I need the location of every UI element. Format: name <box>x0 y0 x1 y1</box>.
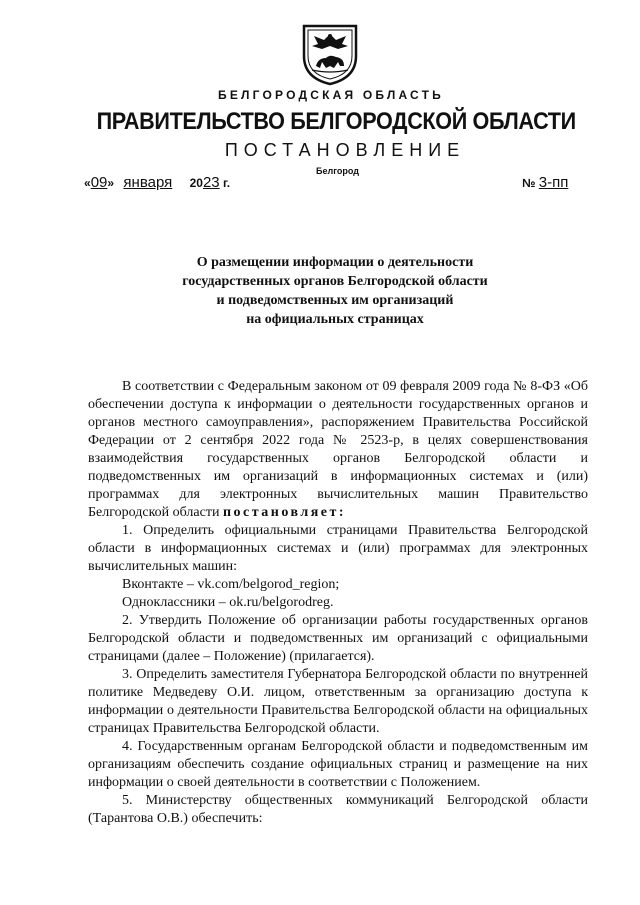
document-date: «09» января 2023 г. <box>84 174 231 191</box>
coat-of-arms-emblem <box>300 22 360 86</box>
document-title: О размещении информации о деятельности государственных органов Белгородской области и подведомственных им организаций на официальных страницах <box>182 255 488 327</box>
document-body <box>88 378 588 828</box>
ok-link-text: Одноклассники – ok.ru/belgorodreg. <box>122 595 334 610</box>
vk-link-text: Вконтакте – vk.com/belgorod_region; <box>122 577 340 592</box>
city-name: Белгород <box>316 166 359 176</box>
document-type: ПОСТАНОВЛЕНИЕ <box>224 140 466 160</box>
paragraph-3: 3. Определить заместителя Губернатора Белгородской области по внутренней политике Медведеву О.И. лицом, ответственным за организацию доступа к информации о деятельности Правительства Белгородской области на официальных страницах Правительства Белгородской области. <box>88 667 588 736</box>
date-month: января <box>123 174 173 191</box>
decree-word: постановляет: <box>222 505 347 520</box>
date-year: 23 <box>202 174 220 191</box>
document-number-value: 3-пп <box>538 174 569 191</box>
paragraph-4: 4. Государственным органам Белгородской области и подведомственным им организациям обеспечить создание официальных страниц и размещение на них информации о своей деятельности в соответствии с Положением. <box>88 739 588 790</box>
document-number: № 3-пп <box>522 174 569 191</box>
paragraph-5: 5. Министерству общественных коммуникаций Белгородской области (Тарантова О.В.) обеспечить: <box>88 793 588 826</box>
date-day: 09 <box>90 174 108 191</box>
region-name: БЕЛГОРОДСКАЯ ОБЛАСТЬ <box>218 88 444 102</box>
paragraph-2: 2. Утвердить Положение об организации работы государственных органов Белгородской области и подведомственных им организаций с официальными страницами (далее – Положение) (прилагается). <box>88 613 588 664</box>
government-name: ПРАВИТЕЛЬСТВО БЕЛГОРОДСКОЙ ОБЛАСТИ <box>96 108 576 135</box>
intro-paragraph: В соответствии с Федеральным законом от 09 февраля 2009 года № 8-ФЗ «Об обеспечении доступа к информации о деятельности государственных органов и органов местного самоуправления», распоряжением Правительства Российской Федерации от 2 сентября 2022 года № 2523-р, в целях совершенствования взаимодействия государственных органов Белгородской области и подведомственных им организаций в информационных системах и (или) программах для электронных вычислительных машин Правительство Белгородской области постановляет: <box>88 379 588 520</box>
paragraph-1: 1. Определить официальными страницами Правительства Белгородской области в информационных системах и (или) программах для электронных вычислительных машин: <box>88 523 588 574</box>
